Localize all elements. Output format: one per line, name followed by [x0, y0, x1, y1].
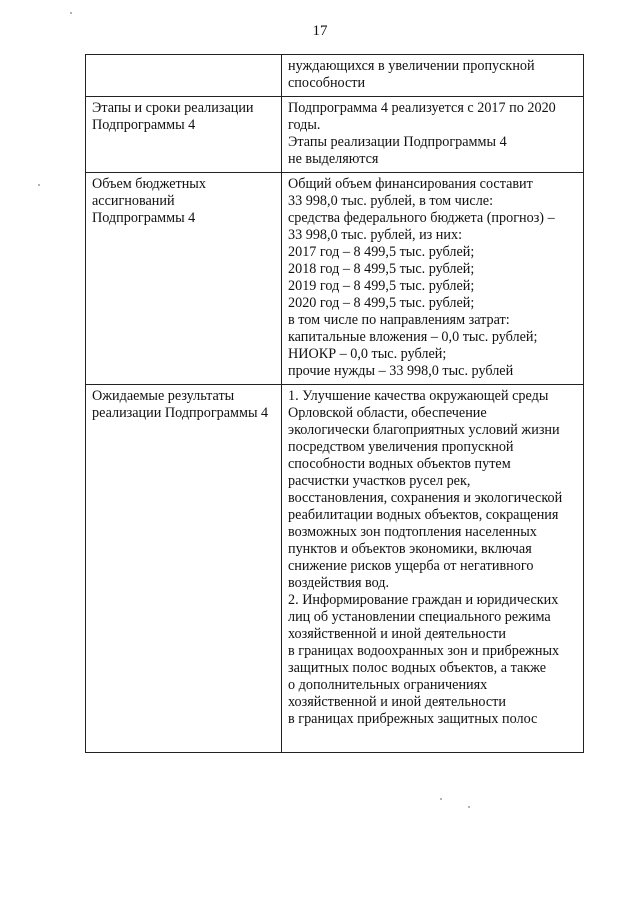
- value-line: хозяйственной и иной деятельности: [288, 694, 506, 710]
- row-value-cell: [282, 97, 584, 173]
- label-line: реализации Подпрограммы 4: [92, 405, 269, 421]
- subprogram-passport-table: [85, 54, 584, 753]
- value-line: 1. Улучшение качества окружающей среды: [288, 388, 549, 404]
- row-label-cell: [86, 385, 282, 753]
- value-line: пунктов и объектов экономики, включая: [288, 541, 532, 557]
- value-line: Подпрограмма 4 реализуется с 2017 по 2020: [288, 100, 556, 116]
- value-line: Этапы реализации Подпрограммы 4: [288, 134, 507, 150]
- table-row-expected-results: [86, 385, 584, 753]
- table-body: [86, 55, 584, 753]
- value-line: нуждающихся в увеличении пропускной: [288, 58, 535, 74]
- value-line: 33 998,0 тыс. рублей, из них:: [288, 227, 463, 243]
- value-line: в границах прибрежных защитных полос: [288, 711, 538, 727]
- value-line: снижение рисков ущерба от негативного: [288, 558, 534, 574]
- label-line: Подпрограммы 4: [92, 210, 196, 226]
- value-line: расчистки участков русел рек,: [288, 473, 471, 489]
- value-line: в том числе по направлениям затрат:: [288, 312, 510, 328]
- value-line: не выделяются: [288, 151, 379, 167]
- value-line: способности: [288, 75, 366, 91]
- value-line: хозяйственной и иной деятельности: [288, 626, 506, 642]
- value-line: средства федерального бюджета (прогноз) –: [288, 210, 555, 226]
- scan-speck: [38, 184, 40, 186]
- value-line: способности водных объектов путем: [288, 456, 511, 472]
- value-line: 2. Информирование граждан и юридических: [288, 592, 559, 608]
- label-line: Этапы и сроки реализации: [92, 100, 254, 116]
- value-line: посредством увеличения пропускной: [288, 439, 514, 455]
- label-line: Ожидаемые результаты: [92, 388, 235, 404]
- row-value-cell: [282, 173, 584, 385]
- value-line: защитных полос водных объектов, а также: [288, 660, 547, 676]
- value-line: 2020 год – 8 499,5 тыс. рублей;: [288, 295, 475, 311]
- page-number: 17: [312, 23, 328, 39]
- value-line: воздействия вод.: [288, 575, 390, 591]
- table-row-stages-and-terms: [86, 97, 584, 173]
- value-line: реабилитации водных объектов, сокращения: [288, 507, 559, 523]
- value-line: экологически благоприятных условий жизни: [288, 422, 560, 438]
- row-label-cell: [86, 173, 282, 385]
- scan-speck: [468, 806, 470, 808]
- value-line: лиц об установлении специального режима: [288, 609, 551, 625]
- value-line: возможных зон подтопления населенных: [288, 524, 537, 540]
- value-line: Орловской области, обеспечение: [288, 405, 487, 421]
- value-line: 33 998,0 тыс. рублей, в том числе:: [288, 193, 494, 209]
- label-line: ассигнований: [92, 193, 175, 209]
- value-line: Общий объем финансирования составит: [288, 176, 533, 192]
- value-line: восстановления, сохранения и экологической: [288, 490, 563, 506]
- value-line: годы.: [288, 117, 321, 133]
- label-line: Подпрограммы 4: [92, 117, 196, 133]
- row-value-cell: [282, 385, 584, 753]
- row-label-cell: [86, 97, 282, 173]
- value-line: прочие нужды – 33 998,0 тыс. рублей: [288, 363, 514, 379]
- value-line: 2017 год – 8 499,5 тыс. рублей;: [288, 244, 475, 260]
- value-line: 2018 год – 8 499,5 тыс. рублей;: [288, 261, 475, 277]
- value-line: о дополнительных ограничениях: [288, 677, 488, 693]
- value-line: в границах водоохранных зон и прибрежных: [288, 643, 560, 659]
- label-line: Объем бюджетных: [92, 176, 206, 192]
- row-value-cell: [282, 55, 584, 97]
- value-line: 2019 год – 8 499,5 тыс. рублей;: [288, 278, 475, 294]
- value-line: капитальные вложения – 0,0 тыс. рублей;: [288, 329, 538, 345]
- scan-speck: [70, 12, 72, 14]
- row-label-cell: [86, 55, 282, 97]
- value-line: НИОКР – 0,0 тыс. рублей;: [288, 346, 447, 362]
- table-row-budget-allocations: [86, 173, 584, 385]
- table-row-continuation: [86, 55, 584, 97]
- scan-speck: [440, 798, 442, 800]
